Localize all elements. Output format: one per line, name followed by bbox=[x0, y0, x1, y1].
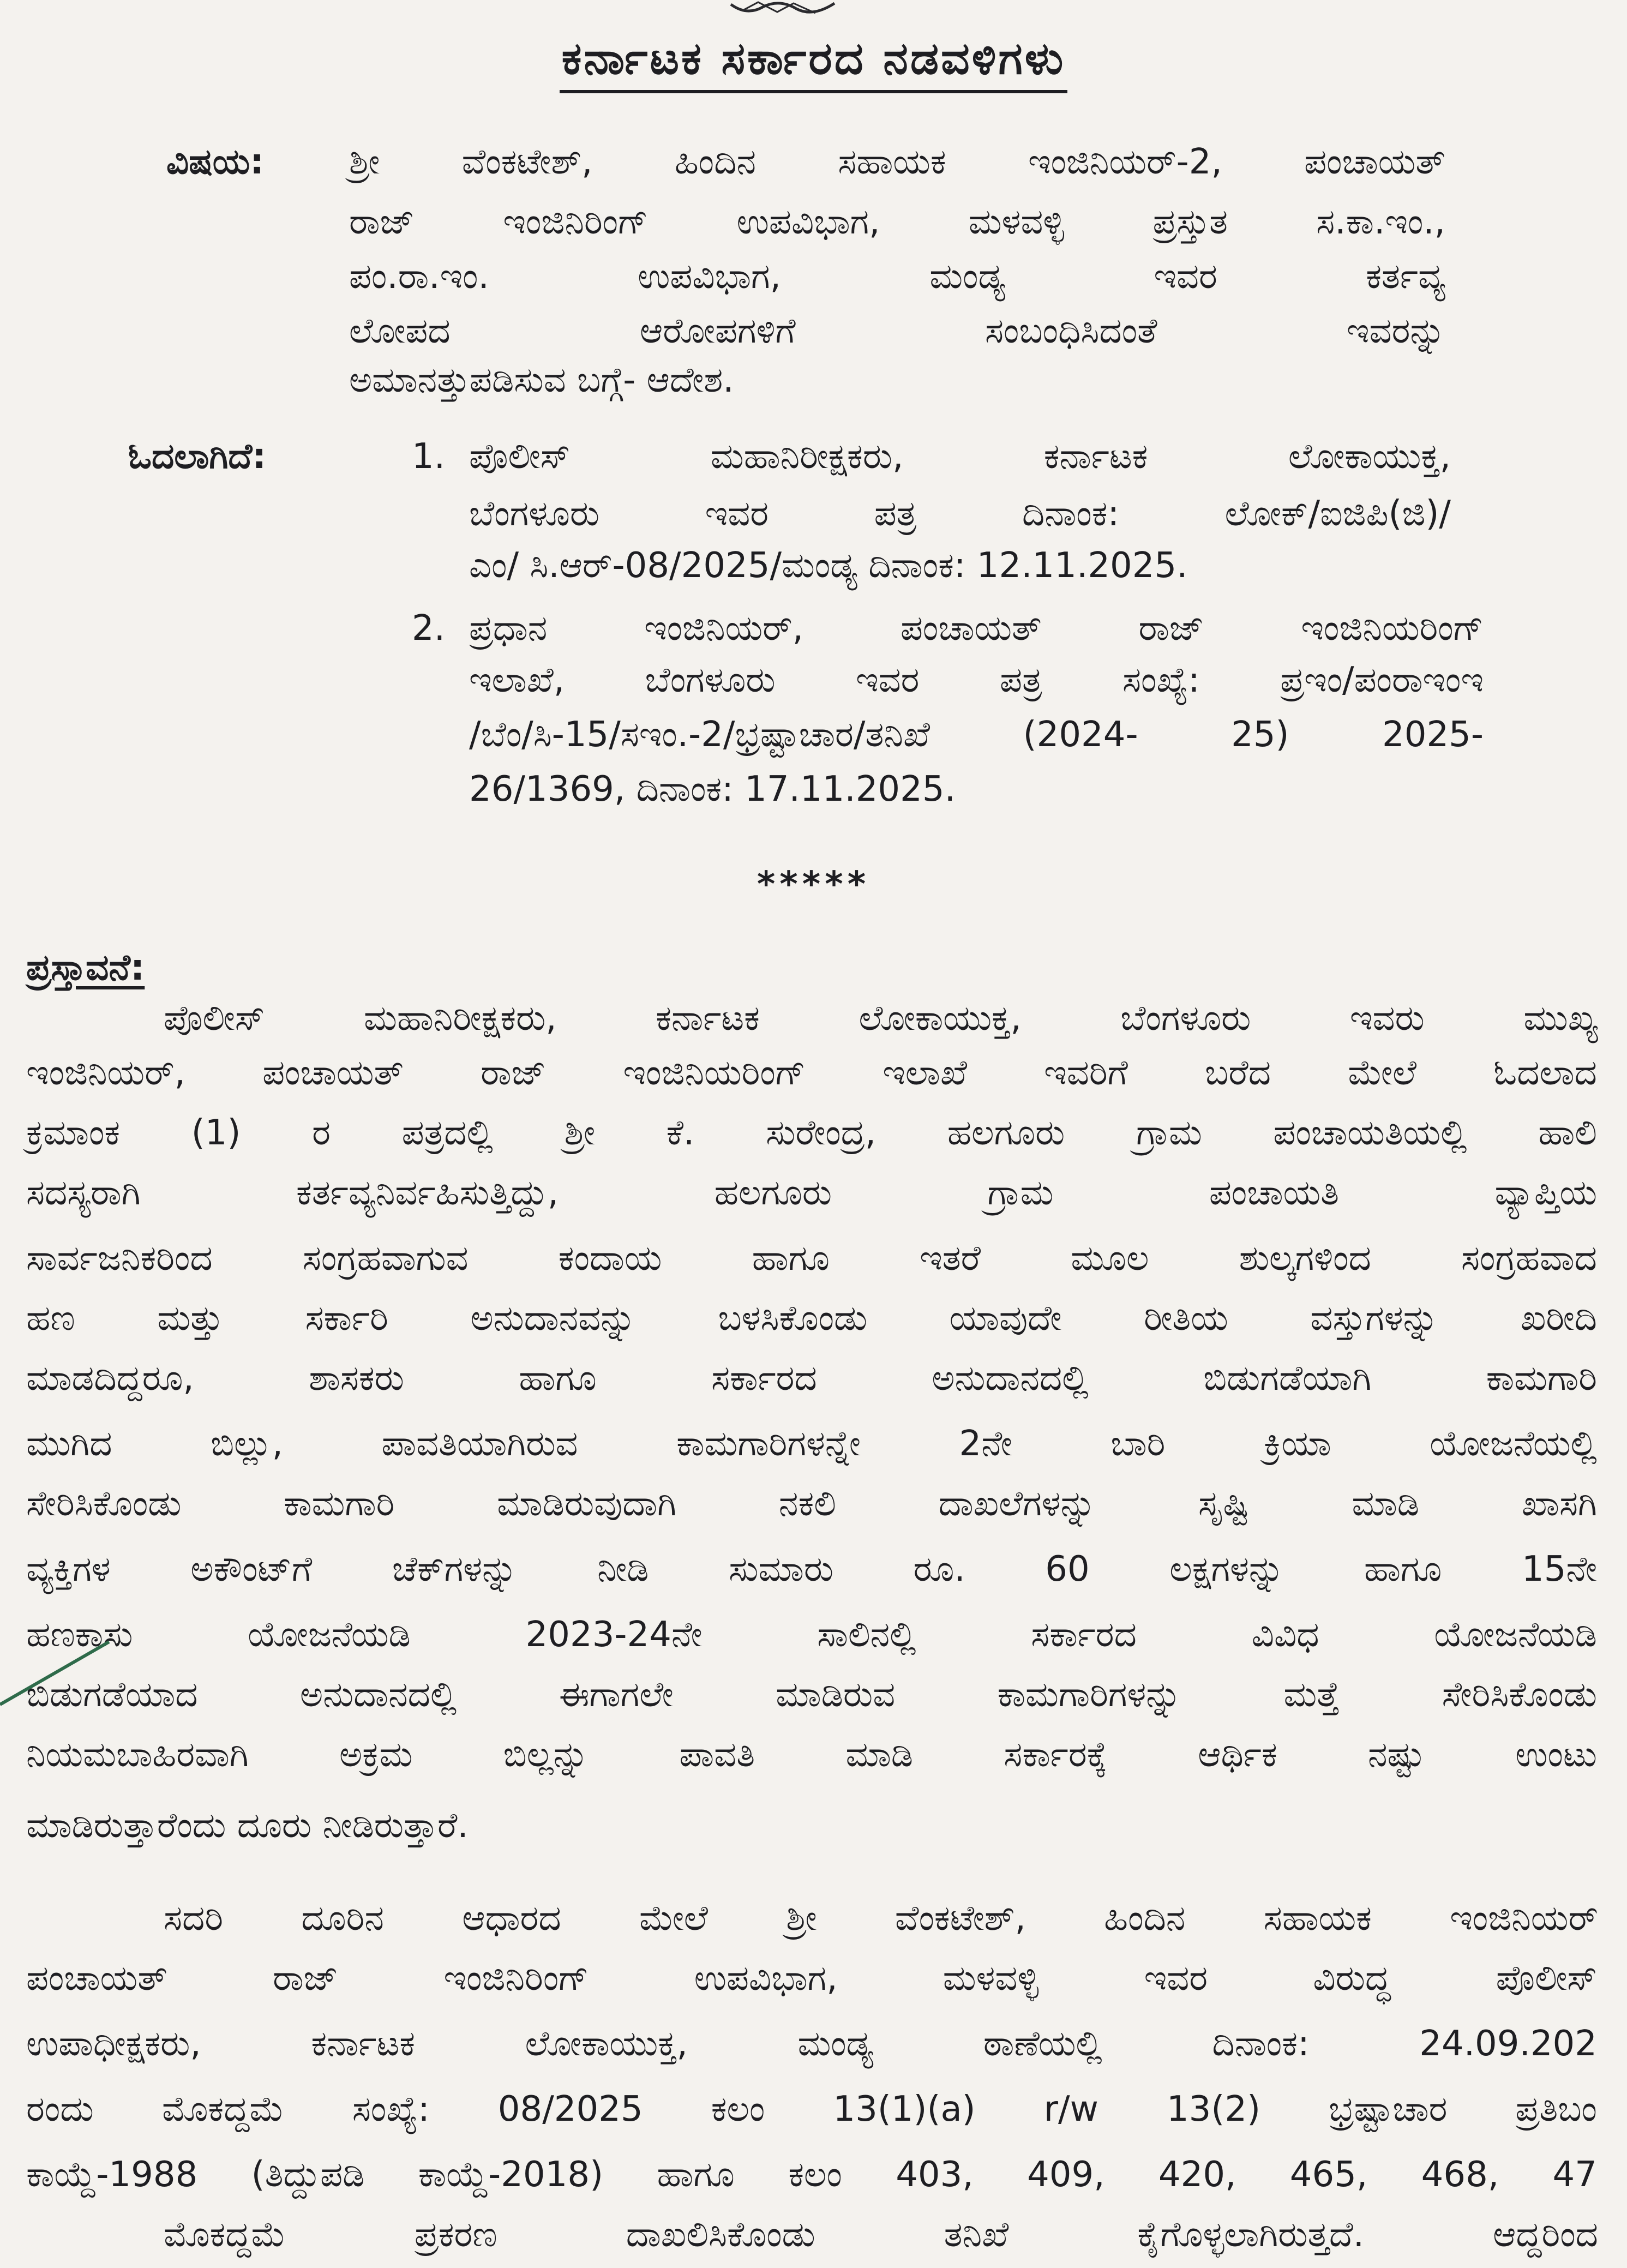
reference-number: 2. bbox=[412, 608, 446, 649]
state-emblem-icon bbox=[725, 0, 840, 25]
body-line: ಮುಗಿದ ಬಿಲ್ಲು, ಪಾವತಿಯಾಗಿರುವ ಕಾಮಗಾರಿಗಳನ್ನೇ 2ನೇ ಬಾರಿ ಕ್ರಿಯಾ ಯೋಜನೆಯಲ್ಲಿ bbox=[26, 1424, 1597, 1464]
body-line: ಕಾಯ್ದೆ-1988 (ತಿದ್ದುಪಡಿ ಕಾಯ್ದೆ-2018) ಹಾಗೂ ಕಲಂ 403, 409, 420, 465, 468, 47 bbox=[26, 2155, 1597, 2195]
reference-line: 26/1369, ದಿನಾಂಕ: 17.11.2025. bbox=[469, 769, 956, 809]
document-title bbox=[0, 33, 1627, 85]
reference-line: /ಬೆಂ/ಸಿ-15/ಸಇಂ.-2/ಭ್ರಷ್ಟಾಚಾರ/ತನಿಖೆ (2024- 25) 2025- bbox=[469, 715, 1484, 755]
body-line: ರಂದು ಮೊಕದ್ದಮೆ ಸಂಖ್ಯೆ: 08/2025 ಕಲಂ 13(1)(a) r/w 13(2) ಭ್ರಷ್ಟಾಚಾರ ಪ್ರತಿಬಂ bbox=[26, 2089, 1597, 2129]
reference-line: ಎಂ/ ಸಿ.ಆರ್-08/2025/ಮಂಡ್ಯ ದಿನಾಂಕ: 12.11.2025. bbox=[469, 545, 1188, 586]
subject-line: ಶ್ರೀ ವೆಂಕಟೇಶ್, ಹಿಂದಿನ ಸಹಾಯಕ ಇಂಜಿನಿಯರ್-2, ಪಂಚಾಯತ್ bbox=[349, 142, 1445, 182]
body-line: ಇಂಜಿನಿಯರ್, ಪಂಚಾಯತ್ ರಾಜ್ ಇಂಜಿನಿಯರಿಂಗ್ ಇಲಾಖೆ ಇವರಿಗೆ ಬರೆದ ಮೇಲೆ ಓದಲಾದ bbox=[26, 1053, 1597, 1093]
subject-line: ಪಂ.ರಾ.ಇಂ. ಉಪವಿಭಾಗ, ಮಂಡ್ಯ ಇವರ ಕರ್ತವ್ಯ bbox=[349, 256, 1445, 297]
body-line: ಸದಸ್ಯರಾಗಿ ಕರ್ತವ್ಯನಿರ್ವಹಿಸುತ್ತಿದ್ದು, ಹಲಗೂರು ಗ್ರಾಮ ಪಂಚಾಯತಿ ವ್ಯಾಪ್ತಿಯ bbox=[26, 1173, 1597, 1213]
reference-line: ಪೊಲೀಸ್ ಮಹಾನಿರೀಕ್ಷಕರು, ಕರ್ನಾಟಕ ಲೋಕಾಯುಕ್ತ, bbox=[469, 436, 1451, 477]
body-line: ಮಾಡದಿದ್ದರೂ, ಶಾಸಕರು ಹಾಗೂ ಸರ್ಕಾರದ ಅನುದಾನದಲ್ಲಿ ಬಿಡುಗಡೆಯಾಗಿ ಕಾಮಗಾರಿ bbox=[26, 1358, 1597, 1399]
body-line: ಉಪಾಧೀಕ್ಷಕರು, ಕರ್ನಾಟಕ ಲೋಕಾಯುಕ್ತ, ಮಂಡ್ಯ ಠಾಣೆಯಲ್ಲಿ ದಿನಾಂಕ: 24.09.202 bbox=[26, 2024, 1597, 2064]
reference-line: ಪ್ರಧಾನ ಇಂಜಿನಿಯರ್, ಪಂಚಾಯತ್ ರಾಜ್ ಇಂಜಿನಿಯರಿಂಗ್ bbox=[469, 608, 1484, 649]
body-line: ಪಂಚಾಯತ್ ರಾಜ್ ಇಂಜಿನಿರಿಂಗ್ ಉಪವಿಭಾಗ, ಮಳವಳ್ಳಿ ಇವರ ವಿರುದ್ಧ ಪೊಲೀಸ್ bbox=[26, 1958, 1597, 1999]
body-line: ಹಣ ಮತ್ತು ಸರ್ಕಾರಿ ಅನುದಾನವನ್ನು ಬಳಸಿಕೊಂಡು ಯಾವುದೇ ರೀತಿಯ ವಸ್ತುಗಳನ್ನು ಖರೀದಿ bbox=[26, 1298, 1597, 1339]
body-line: ಪೊಲೀಸ್ ಮಹಾನಿರೀಕ್ಷಕರು, ಕರ್ನಾಟಕ ಲೋಕಾಯುಕ್ತ, ಬೆಂಗಳೂರು ಇವರು ಮುಖ್ಯ bbox=[164, 998, 1598, 1039]
body-line: ನಿಯಮಬಾಹಿರವಾಗಿ ಅಕ್ರಮ ಬಿಲ್ಲನ್ನು ಪಾವತಿ ಮಾಡಿ ಸರ್ಕಾರಕ್ಕೆ ಆರ್ಥಿಕ ನಷ್ಟು ಉಂಟು bbox=[26, 1735, 1597, 1775]
preamble-heading: ಪ್ರಸ್ತಾವನೆ: bbox=[26, 946, 145, 988]
body-line: ಹಣಕಾಸು ಯೋಜನೆಯಡಿ 2023-24ನೇ ಸಾಲಿನಲ್ಲಿ ಸರ್ಕಾರದ ವಿವಿಧ ಯೋಜನೆಯಡಿ bbox=[26, 1615, 1597, 1655]
document-title-text: ಕರ್ನಾಟಕ ಸರ್ಕಾರದ ನಡವಳಿಗಳು bbox=[560, 33, 1068, 93]
reference-line: ಇಲಾಖೆ, ಬೆಂಗಳೂರು ಇವರ ಪತ್ರ ಸಂಖ್ಯೆ: ಪ್ರಇಂ/ಪಂರಾಇಂಇ bbox=[469, 660, 1484, 700]
subject-line: ಅಮಾನತ್ತುಪಡಿಸುವ ಬಗ್ಗೆ- ಆದೇಶ. bbox=[349, 360, 734, 400]
body-line: ಕ್ರಮಾಂಕ (1) ರ ಪತ್ರದಲ್ಲಿ ಶ್ರೀ ಕೆ. ಸುರೇಂದ್ರ, ಹಲಗೂರು ಗ್ರಾಮ ಪಂಚಾಯತಿಯಲ್ಲಿ ಹಾಲಿ bbox=[26, 1113, 1597, 1153]
body-line: ಮೊಕದ್ದಮೆ ಪ್ರಕರಣ ದಾಖಲಿಸಿಕೊಂಡು ತನಿಖೆ ಕೈಗೊಳ್ಳಲಾಗಿರುತ್ತದೆ. ಆದ್ದರಿಂದ bbox=[164, 2215, 1598, 2255]
body-line: ಬಿಡುಗಡೆಯಾದ ಅನುದಾನದಲ್ಲಿ ಈಗಾಗಲೇ ಮಾಡಿರುವ ಕಾಮಗಾರಿಗಳನ್ನು ಮತ್ತೆ ಸೇರಿಸಿಕೊಂಡು bbox=[26, 1675, 1597, 1715]
section-separator: ***** bbox=[757, 865, 870, 905]
subject-line: ರಾಜ್ ಇಂಜಿನಿರಿಂಗ್ ಉಪವಿಭಾಗ, ಮಳವಳ್ಳಿ ಪ್ರಸ್ತುತ ಸ.ಕಾ.ಇಂ., bbox=[349, 202, 1445, 242]
read-label: ಓದಲಾಗಿದೆ: bbox=[128, 436, 266, 477]
body-line: ಸಾರ್ವಜನಿಕರಿಂದ ಸಂಗ್ರಹವಾಗುವ ಕಂದಾಯ ಹಾಗೂ ಇತರೆ ಮೂಲ ಶುಲ್ಕಗಳಿಂದ ಸಂಗ್ರಹವಾದ bbox=[26, 1238, 1597, 1279]
body-line: ವ್ಯಕ್ತಿಗಳ ಅಕೌಂಟ್‌ಗೆ ಚೆಕ್‌ಗಳನ್ನು ನೀಡಿ ಸುಮಾರು ರೂ. 60 ಲಕ್ಷಗಳನ್ನು ಹಾಗೂ 15ನೇ bbox=[26, 1549, 1597, 1589]
body-line: ಮಾಡಿರುತ್ತಾರೆಂದು ದೂರು ನೀಡಿರುತ್ತಾರೆ. bbox=[26, 1805, 469, 1846]
body-line: ಸೇರಿಸಿಕೊಂಡು ಕಾಮಗಾರಿ ಮಾಡಿರುವುದಾಗಿ ನಕಲಿ ದಾಖಲೆಗಳನ್ನು ಸೃಷ್ಟಿ ಮಾಡಿ ಖಾಸಗಿ bbox=[26, 1484, 1597, 1524]
body-line: ಸದರಿ ದೂರಿನ ಆಧಾರದ ಮೇಲೆ ಶ್ರೀ ವೆಂಕಟೇಶ್, ಹಿಂದಿನ ಸಹಾಯಕ ಇಂಜಿನಿಯರ್ bbox=[164, 1898, 1598, 1939]
subject-line: ಲೋಪದ ಆರೋಪಗಳಿಗೆ ಸಂಬಂಧಿಸಿದಂತೆ ಇವರನ್ನು bbox=[349, 311, 1445, 351]
reference-number: 1. bbox=[412, 436, 446, 477]
pen-mark-icon bbox=[0, 1636, 120, 1707]
reference-line: ಬೆಂಗಳೂರು ಇವರ ಪತ್ರ ದಿನಾಂಕ: ಲೋಕ್/ಐಜಿಪಿ(ಜಿ)/ bbox=[469, 494, 1451, 534]
subject-label: ವಿಷಯ: bbox=[166, 142, 264, 182]
